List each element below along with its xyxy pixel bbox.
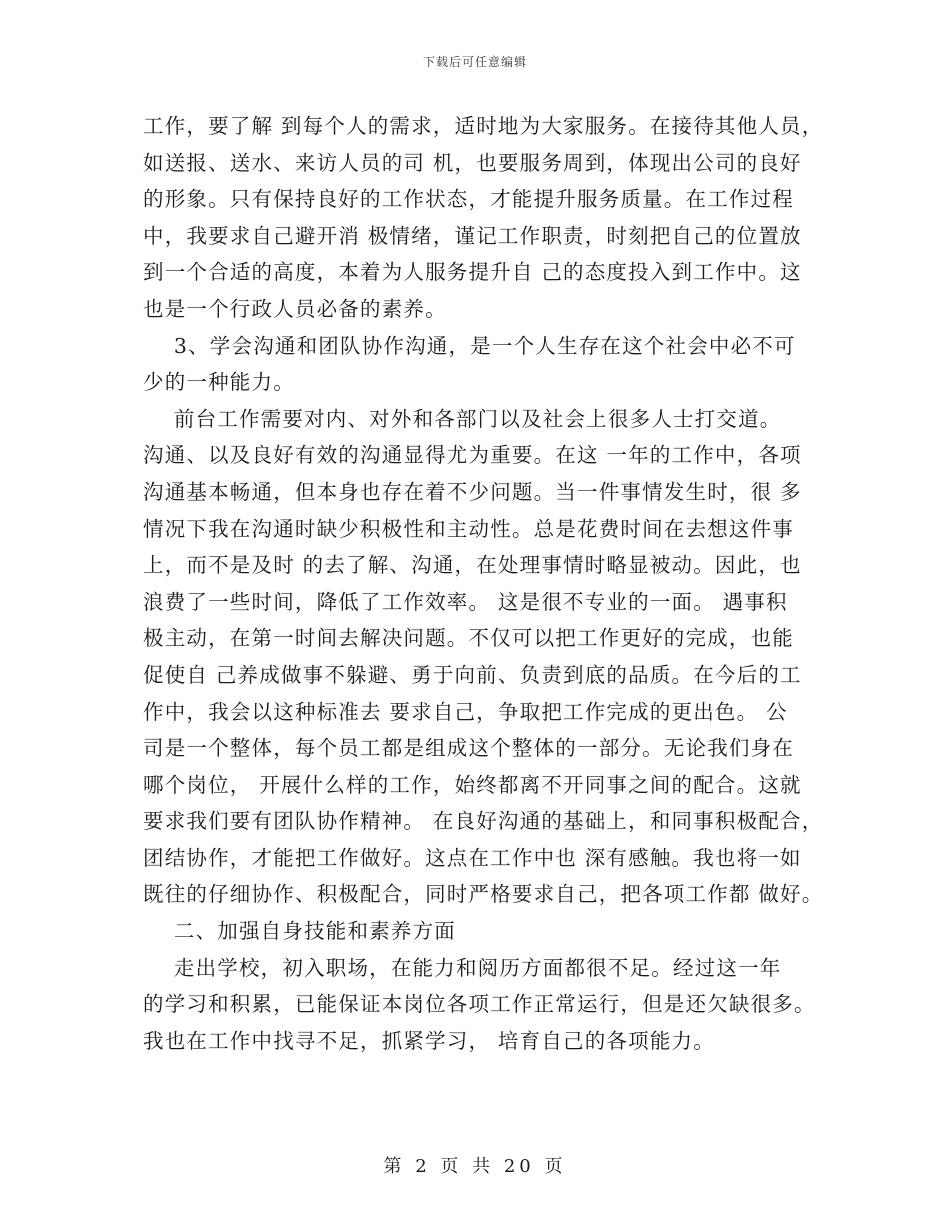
text-line: 前台工作需要对内、对外和各部门以及社会上很多人士打交道。 xyxy=(143,406,782,431)
text-line: 促使自 己养成做事不躲避、勇于向前、负责到底的品质。在今后的工 xyxy=(143,662,802,687)
document-body xyxy=(143,108,823,1059)
text-line: 既往的仔细协作、积极配合，同时严格要求自己，把各项工作都 做好。 xyxy=(143,882,824,907)
text-line: 我也在工作中找寻不足，抓紧学习， 培育自己的各项能力。 xyxy=(143,1028,715,1053)
text-line: 哪个岗位， 开展什么样的工作，始终都离不开同事之间的配合。这就 xyxy=(143,772,802,797)
text-line: 如送报、送水、来访人员的司 机，也要服务周到，体现出公司的良好 xyxy=(143,150,802,175)
section-heading: 二、加强自身技能和素养方面 xyxy=(143,919,456,944)
page-number-footer: 第 2 页 共 20 页 xyxy=(383,1156,567,1177)
text-line: 情况下我在沟通时缺少积极性和主动性。总是花费时间在去想这件事 xyxy=(143,516,794,541)
text-line: 极主动，在第一时间去解决问题。不仅可以把工作更好的完成，也能 xyxy=(143,626,794,651)
text-line: 浪费了一些时间，降低了工作效率。 这是很不专业的一面。 遇事积 xyxy=(143,589,788,614)
text-line: 的学习和积累，已能保证本岗位各项工作正常运行，但是还欠缺很多。 xyxy=(143,992,816,1017)
text-line: 沟通基本畅通，但本身也存在着不少问题。当一件事情发生时，很 多 xyxy=(143,479,802,504)
text-line: 的形象。只有保持良好的工作状态，才能提升服务质量。在工作过程 xyxy=(143,187,794,212)
text-line: 3、学会沟通和团队协作沟通，是一个人生存在这个社会中必不可 xyxy=(143,333,796,358)
text-line: 工作，要了解 到每个人的需求，适时地为大家服务。在接待其他人员， xyxy=(143,114,824,138)
text-line: 少的一种能力。 xyxy=(143,370,295,395)
text-line: 走出学校，初入职场，在能力和阅历方面都很不足。经过这一年 xyxy=(143,955,782,980)
text-line: 上，而不是及时 的去了解、沟通，在处理事情时略显被动。因此，也 xyxy=(143,553,802,578)
text-line: 要求我们要有团队协作精神。 在良好沟通的基础上，和同事积极配合， xyxy=(143,809,824,834)
text-line: 团结协作，才能把工作做好。这点在工作中也 深有感触。我也将一如 xyxy=(143,845,802,870)
text-line: 沟通、以及良好有效的沟通显得尤为重要。在这 一年的工作中，各项 xyxy=(143,443,802,468)
page-header: 下载后可任意编辑 xyxy=(422,55,527,69)
text-line: 也是一个行政人员必备的素养。 xyxy=(143,296,447,321)
text-line: 到一个合适的高度，本着为人服务提升自 己的态度投入到工作中。这 xyxy=(143,260,802,285)
text-line: 司是一个整体，每个员工都是组成这个整体的一部分。无论我们身在 xyxy=(143,736,794,761)
text-line: 中，我要求自己避开消 极情绪，谨记工作职责，时刻把自己的位置放 xyxy=(143,223,802,248)
text-line: 作中，我会以这种标准去 要求自己，争取把工作完成的更出色。 公 xyxy=(143,699,788,724)
